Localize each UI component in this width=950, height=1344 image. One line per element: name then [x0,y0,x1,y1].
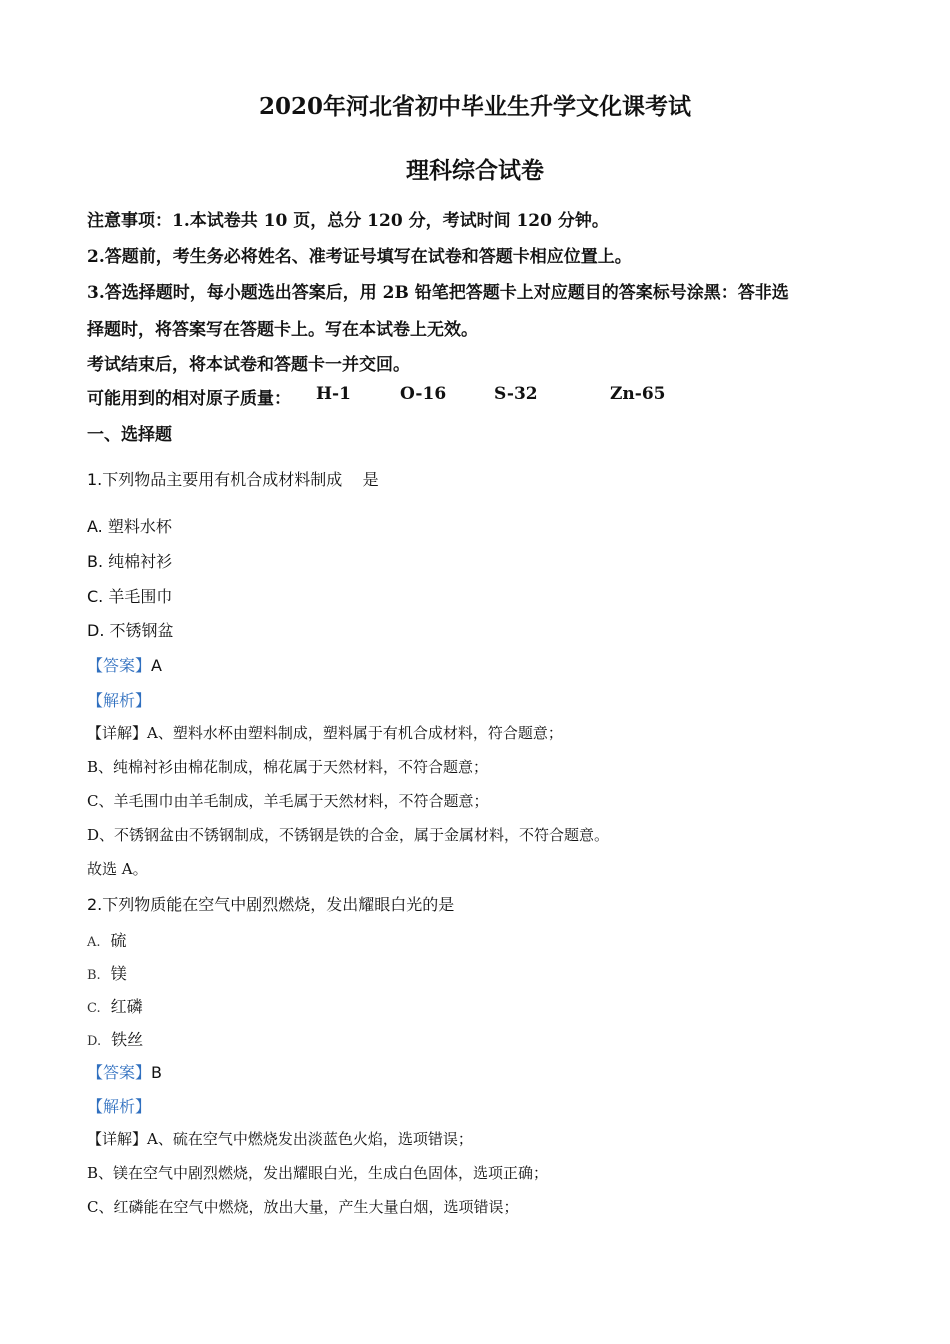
atomic-mass-line [87,384,867,408]
option-letter: B. [87,552,104,571]
note-line-2: 2.答题前，考生务必将姓名、准考证号填写在试卷和答题卡相应位置上。 [87,247,632,267]
option-letter: C. [87,1001,101,1016]
q1-option-c [87,584,172,607]
q2-option-a [87,928,127,951]
q1-explanation-4: D、不锈钢盆由不锈钢制成，不锈钢是铁的合金，属于金属材料，不符合题意。 [87,826,610,844]
exam-title: 2020年河北省初中毕业生升学文化课考试 [258,93,691,120]
q1-explanation-1: 【详解】A、塑料水杯由塑料制成，塑料属于有机合成材料，符合题意； [87,724,563,742]
atomic-mass-zn: Zn-65 [610,384,666,404]
option-letter: A. [87,517,103,536]
question-stem: 下列物质能在空气中剧烈燃烧，发出耀眼白光的是 [102,895,455,914]
option-text: 红磷 [110,997,143,1016]
option-text: 塑料水杯 [107,517,172,536]
q1-option-a [87,514,172,537]
question-2 [87,892,454,915]
atomic-mass-h: H-1 [316,384,351,404]
option-letter: C. [87,587,104,606]
option-text: 不锈钢盆 [109,621,174,640]
q2-option-b [87,961,127,984]
option-text: 硫 [110,931,127,950]
q2-answer [87,1060,162,1083]
atomic-mass-s: S-32 [494,384,538,404]
q1-explanation-2: B、纯棉衬衫由棉花制成，棉花属于天然材料，不符合题意； [87,758,489,776]
option-text: 铁丝 [111,1030,144,1049]
option-letter: D. [87,621,105,640]
q1-answer [87,653,162,676]
answer-value: B [151,1063,162,1082]
note-line-5: 考试结束后，将本试卷和答题卡一并交回。 [87,355,410,375]
q2-option-c [87,994,143,1017]
q1-explanation-5: 故选 A。 [87,860,148,878]
option-letter: A. [87,935,101,950]
q2-explanation-3: C、红磷能在空气中燃烧，放出大量，产生大量白烟，选项错误； [87,1198,519,1216]
q2-option-d [87,1027,143,1050]
question-number: 2. [87,895,103,914]
q1-option-d [87,618,174,641]
q1-option-b [87,549,172,572]
q2-explanation-2: B、镁在空气中剧烈燃烧，发出耀眼白光，生成白色固体，选项正确； [87,1164,549,1182]
note-line-3: 3.答选择题时，每小题选出答案后，用 2B 铅笔把答题卡上对应题目的答案标号涂黑：答非选 [87,283,789,303]
note-line-1: 注意事项：1.本试卷共 10 页，总分 120 分，考试时间 120 分钟。 [87,211,609,231]
exam-subtitle: 理科综合试卷 [406,157,544,184]
option-text: 镁 [110,964,127,983]
q1-analysis-tag: 【解析】 [87,691,152,710]
option-text: 纯棉衬衫 [108,552,173,571]
atomic-mass-o: O-16 [400,384,447,404]
atomic-mass-label: 可能用到的相对原子质量： [87,389,291,409]
note-line-4: 择题时，将答案写在答题卡上。写在本试卷上无效。 [87,320,478,340]
question-number: 1. [87,470,103,489]
question-stem: 下列物品主要用有机合成材料制成 是 [102,470,379,489]
answer-value: A [151,656,162,675]
answer-tag: 【答案】 [87,1063,152,1082]
q2-analysis-tag: 【解析】 [87,1097,152,1116]
option-letter: B. [87,968,101,983]
option-letter: D. [87,1034,102,1049]
q2-explanation-1: 【详解】A、硫在空气中燃烧发出淡蓝色火焰，选项错误； [87,1130,473,1148]
section-heading: 一、选择题 [87,425,172,445]
q1-explanation-3: C、羊毛围巾由羊毛制成，羊毛属于天然材料，不符合题意； [87,792,489,810]
option-text: 羊毛围巾 [108,587,173,606]
question-1 [87,467,379,490]
answer-tag: 【答案】 [87,656,152,675]
